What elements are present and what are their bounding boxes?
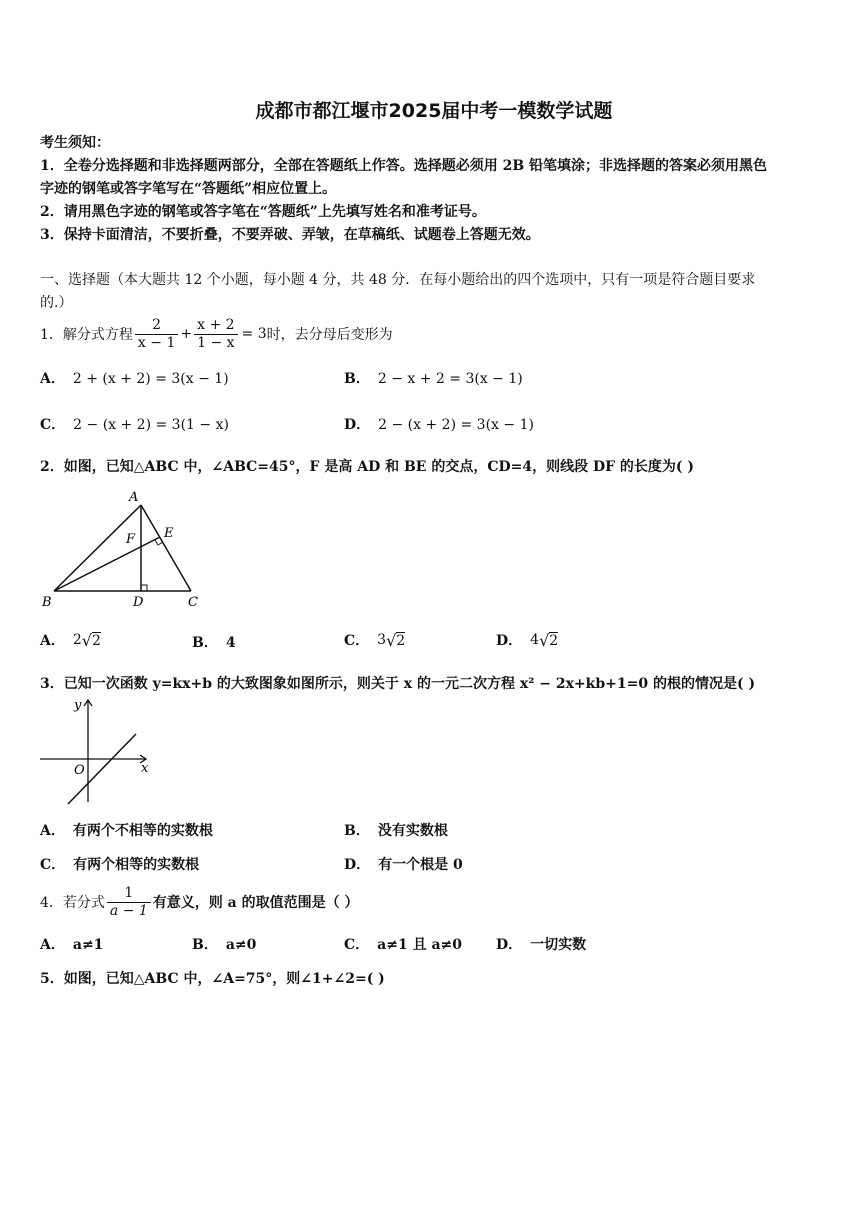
q2-option-a-coef: 2 [72, 632, 82, 648]
q1-option-b[interactable] [344, 368, 523, 388]
question-5-text: 5．如图，已知△ABC 中，∠A=75°，则∠1+∠2=( ) [40, 971, 385, 987]
question-4-prefix: 4．若分式 [40, 895, 105, 911]
fraction-2-numerator: x + 2 [197, 316, 235, 333]
q2-option-b-label: B． [192, 635, 218, 651]
q2-option-d-label: D． [496, 633, 523, 649]
question-1-suffix: 时，去分母后变形为 [266, 327, 393, 343]
q1-option-a-label: A． [40, 371, 65, 387]
q1-option-d[interactable] [344, 414, 534, 434]
q4-option-d[interactable] [496, 934, 586, 954]
q2-option-b-text: 4 [225, 635, 236, 651]
q2-option-c[interactable] [344, 630, 405, 650]
label-a: A [129, 490, 139, 505]
q2-option-a-label: A． [40, 633, 65, 649]
section-heading-line-2: 的.） [40, 295, 73, 311]
q4-option-c-text: a≠1 且 a≠0 [377, 937, 462, 953]
q3-option-d-text: 有一个根是 0 [378, 857, 463, 873]
label-origin: O [74, 763, 85, 778]
q1-option-a[interactable] [40, 368, 229, 388]
q1-option-d-label: D． [344, 417, 371, 433]
sqrt-icon: √ [386, 630, 397, 650]
label-y: y [74, 698, 82, 713]
q4-option-c-label: C． [344, 937, 370, 953]
q2-option-c-coef: 3 [377, 632, 387, 648]
q3-option-a-label: A． [40, 823, 65, 839]
q3-option-d-label: D． [344, 857, 371, 873]
line-graph-figure [38, 694, 158, 806]
fraction-2-denominator: 1 − x [194, 334, 237, 352]
label-e: E [164, 526, 174, 541]
q3-option-c[interactable] [40, 854, 199, 874]
q4-option-b[interactable] [192, 934, 256, 954]
q4-option-a-text: a≠1 [72, 937, 104, 953]
question-1-prefix: 1．解分式方程 [40, 327, 133, 343]
q2-option-a[interactable] [40, 630, 101, 650]
q2-option-d-radicand: 2 [549, 632, 559, 649]
q1-option-b-text: 2 − x + 2 = 3(x − 1) [377, 371, 523, 387]
q3-option-d[interactable] [344, 854, 463, 874]
notice-item-1-line-1: 1．全卷分选择题和非选择题两部分，全部在答题纸上作答。选择题必须用 2B 铅笔填涂；非选择题的答案必须用黑色 [40, 158, 768, 174]
fraction-1-denominator: x − 1 [135, 334, 178, 352]
q4-option-c[interactable] [344, 934, 462, 954]
fraction-1 [135, 317, 178, 352]
q4-option-a[interactable] [40, 934, 103, 954]
q2-option-b[interactable] [192, 632, 236, 652]
label-c: C [188, 595, 198, 610]
page-title: 成都市都江堰市2025届中考一模数学试题 [255, 100, 613, 122]
q2-option-d[interactable] [496, 630, 558, 650]
plus-sign: + [180, 326, 193, 342]
fraction-q4-numerator: 1 [124, 884, 134, 901]
notice-heading: 考生须知： [40, 135, 110, 151]
q1-option-c-text: 2 − (x + 2) = 3(1 − x) [73, 417, 229, 433]
q3-option-b-label: B． [344, 823, 370, 839]
q2-option-c-radicand: 2 [396, 632, 406, 649]
q1-option-c[interactable] [40, 414, 229, 434]
question-2-text: 2．如图，已知△ABC 中，∠ABC=45°，F 是高 AD 和 BE 的交点，CD=4，则线段 DF 的长度为( ) [40, 459, 695, 475]
q1-option-d-text: 2 − (x + 2) = 3(x − 1) [378, 417, 534, 433]
q2-option-c-label: C． [344, 633, 370, 649]
q2-option-d-coef: 4 [530, 632, 540, 648]
notice-item-3: 3．保持卡面清洁，不要折叠，不要弄破、弄皱，在草稿纸、试题卷上答题无效。 [40, 227, 540, 243]
q4-option-d-text: 一切实数 [530, 937, 587, 953]
label-f: F [126, 532, 136, 547]
notice-item-2: 2．请用黑色字迹的钢笔或答字笔在“答题纸”上先填写姓名和准考证号。 [40, 204, 486, 220]
q3-option-c-label: C． [40, 857, 66, 873]
altitude-be [54, 537, 160, 591]
q3-option-c-text: 有两个相等的实数根 [73, 857, 200, 873]
q4-option-b-text: a≠0 [225, 937, 257, 953]
fraction-q4 [107, 885, 151, 920]
q4-option-a-label: A． [40, 937, 65, 953]
triangle-figure [38, 485, 208, 613]
fraction-q4-denominator: a − 1 [107, 902, 151, 920]
question-4-suffix: 有意义，则 a 的取值范围是（ ） [152, 895, 359, 911]
question-3-text: 3．已知一次函数 y=kx+b 的大致图象如图所示，则关于 x 的一元二次方程 x² − 2x+kb+1=0 的根的情况是( ) [40, 676, 756, 692]
fraction-2 [194, 317, 237, 352]
q2-option-a-radicand: 2 [92, 632, 101, 649]
q3-option-a-text: 有两个不相等的实数根 [72, 823, 213, 839]
q1-option-b-label: B． [344, 371, 370, 387]
label-b: B [42, 595, 52, 610]
question-4 [40, 882, 359, 922]
label-d: D [133, 595, 144, 610]
q4-option-b-label: B． [192, 937, 218, 953]
sqrt-icon: √ [539, 630, 550, 650]
side-ab [54, 505, 141, 591]
q1-option-c-label: C． [40, 417, 66, 433]
notice-item-1-line-2: 字迹的钢笔或答字笔写在“答题纸”相应位置上。 [40, 181, 337, 197]
q4-option-d-label: D． [496, 937, 523, 953]
right-angle-d [141, 585, 147, 591]
q1-option-a-text: 2 + (x + 2) = 3(x − 1) [72, 371, 229, 387]
q3-option-a[interactable] [40, 820, 213, 840]
side-ac [141, 505, 191, 591]
section-heading-line-1: 一、选择题（本大题共 12 个小题，每小题 4 分，共 48 分．在每小题给出的四个选项中，只有一项是符合题目要求 [40, 272, 756, 288]
question-1 [40, 313, 393, 355]
q3-option-b-text: 没有实数根 [377, 823, 448, 839]
fraction-1-numerator: 2 [152, 316, 162, 333]
sqrt-icon: √ [81, 630, 92, 650]
q3-option-b[interactable] [344, 820, 448, 840]
label-x: x [141, 761, 149, 776]
equals-three: = 3 [241, 326, 267, 342]
